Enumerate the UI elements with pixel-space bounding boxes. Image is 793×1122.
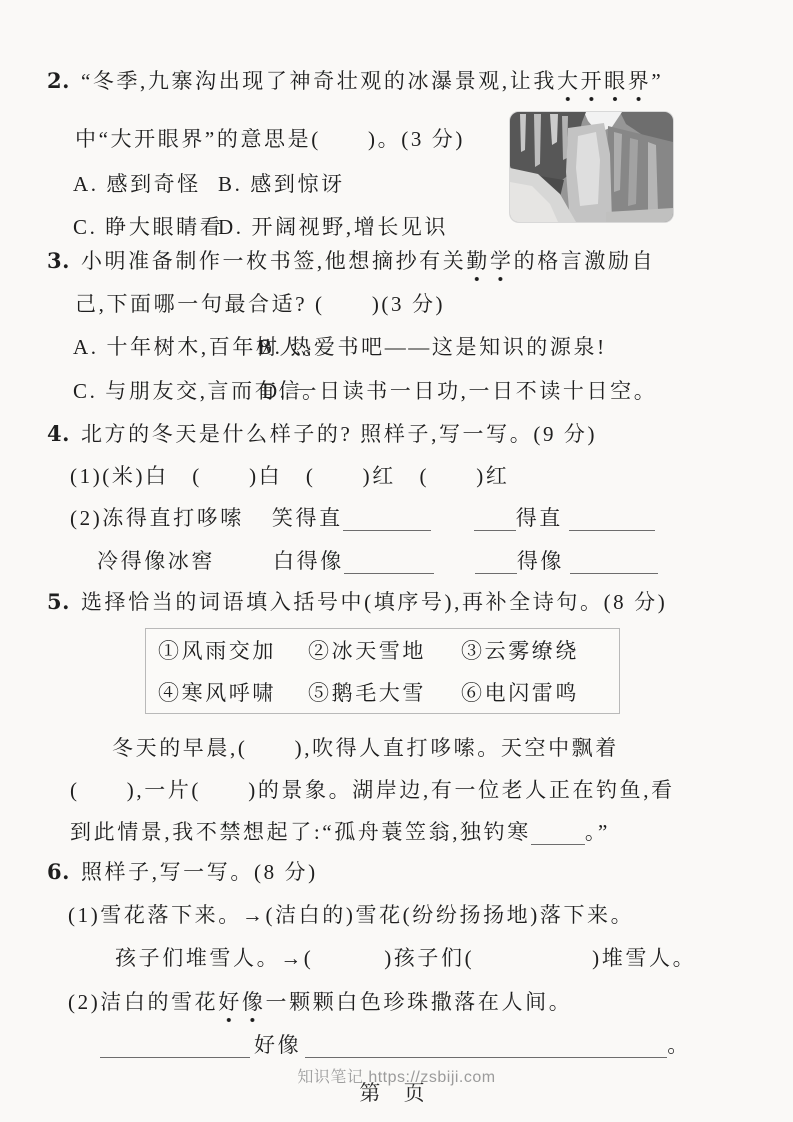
word-option-2: ②冰天雪地 xyxy=(308,639,426,663)
q4-sub3-mid: 得像 xyxy=(516,549,565,573)
icefall-photo xyxy=(510,112,673,222)
q4-blank-4 xyxy=(344,549,434,574)
q5-stem xyxy=(47,587,667,617)
q4-sub3-word: 白得像 xyxy=(273,549,344,573)
q3-emphasized-term: 勤学 xyxy=(466,249,513,282)
q6-sub1-text: (1)雪花落下来。→(洁白的)雪花(纷纷扬扬地)落下来。 xyxy=(68,903,635,927)
q4-stem xyxy=(47,419,597,449)
q2-stem-text: “冬季,九寨沟出现了神奇壮观的冰瀑景观,让我 xyxy=(80,69,557,93)
q2-stem-line1 xyxy=(47,66,663,96)
q5-paragraph-text1: 冬天的早晨,( ),吹得人直打哆嗦。天空中飘着 xyxy=(112,736,619,760)
q6-sub2-text2: 一颗颗白色珍珠撒落在人间。 xyxy=(265,990,573,1014)
word-option-6: ⑥电闪雷鸣 xyxy=(461,681,579,705)
q2-option-d-label: D. 开阔视野,增长见识 xyxy=(218,215,449,239)
q2-option-a-label: A. 感到奇怪 xyxy=(73,172,201,196)
q4-sub3 xyxy=(97,546,658,576)
q6-answer-line xyxy=(100,1030,691,1060)
q2-stem-line2 xyxy=(75,124,465,154)
q3-number: 3. xyxy=(47,248,70,273)
q6-sub1b xyxy=(115,943,696,973)
q4-sub1-text: (1)(米)白 ( )白 ( )红 ( )红 xyxy=(70,464,510,488)
q5-paragraph-line2 xyxy=(70,775,675,805)
q4-sub3-label: 冷得像冰窖 xyxy=(97,549,215,573)
q3-stem-text3: 己,下面哪一句最合适? ( )(3 分) xyxy=(75,292,446,316)
word-option-5: ⑤鹅毛大雪 xyxy=(308,681,426,705)
q6-sub2-text1: (2)洁白的雪花 xyxy=(68,990,219,1014)
word-option-3: ③云雾缭绕 xyxy=(461,639,579,663)
q2-stem-closequote: ” xyxy=(651,69,664,93)
q6-answer-word: 好像 xyxy=(254,1033,302,1057)
q4-sub2 xyxy=(70,503,655,533)
q5-paragraph-text4: 。” xyxy=(584,820,610,844)
q5-poem-blank xyxy=(531,820,585,845)
q6-number: 6. xyxy=(47,859,70,884)
q6-answer-blank-1 xyxy=(100,1033,250,1058)
q4-stem-text: 北方的冬天是什么样子的? 照样子,写一写。(9 分) xyxy=(80,422,598,446)
q6-sub1 xyxy=(68,900,634,930)
q4-sub1 xyxy=(70,461,509,491)
q6-stem-text: 照样子,写一写。(8 分) xyxy=(80,860,318,884)
q4-sub2-word: 笑得直 xyxy=(271,506,343,530)
q2-option-a xyxy=(73,169,201,199)
page-number-label: 第 页 xyxy=(359,1081,434,1105)
q6-sub2 xyxy=(68,987,572,1017)
q2-option-b-label: B. 感到惊讶 xyxy=(218,172,345,196)
q5-paragraph-line3 xyxy=(70,817,610,847)
q4-sub2-mid: 得直 xyxy=(515,506,563,530)
q2-option-c xyxy=(73,212,223,242)
q5-word-bank xyxy=(145,628,620,714)
q3-stem-text2: 的格言激励自 xyxy=(513,249,656,273)
q2-option-d xyxy=(218,212,448,242)
q4-sub2-label: (2)冻得直打哆嗦 xyxy=(70,506,244,530)
q6-answer-period: 。 xyxy=(667,1033,691,1057)
q3-option-b xyxy=(258,332,607,362)
q5-paragraph-text2: ( ),一片( )的景象。湖岸边,有一位老人正在钓鱼,看 xyxy=(70,778,675,802)
q3-option-c-label: C. 与朋友交,言而有信。 xyxy=(73,379,326,403)
q3-option-d-label: D. 一日读书一日功,一日不读十日空。 xyxy=(262,379,658,403)
q3-option-a-label: A. 十年树木,百年树人。 xyxy=(73,335,327,359)
q6-stem xyxy=(47,857,318,887)
q2-option-b xyxy=(218,169,345,199)
q5-stem-text: 选择恰当的词语填入括号中(填序号),再补全诗句。(8 分) xyxy=(80,590,668,614)
q4-blank-2 xyxy=(474,506,516,531)
q6-answer-blank-2 xyxy=(305,1033,667,1058)
q3-stem-line1 xyxy=(47,246,655,276)
q3-stem-line2 xyxy=(75,289,445,319)
q5-number: 5. xyxy=(47,589,70,614)
q4-blank-6 xyxy=(570,549,658,574)
q4-blank-3 xyxy=(569,506,655,531)
q6-emphasized-term: 好像 xyxy=(218,990,265,1023)
word-option-4: ④寒风呼啸 xyxy=(158,681,276,705)
q4-blank-5 xyxy=(475,549,517,574)
q2-option-c-label: C. 睁大眼睛看 xyxy=(73,215,224,239)
q5-paragraph-line1 xyxy=(112,733,619,763)
icefall-photo-graphic xyxy=(510,112,673,222)
q4-number: 4. xyxy=(47,421,70,446)
q3-option-d xyxy=(262,376,657,406)
q4-blank-1 xyxy=(343,506,431,531)
q3-option-b-label: B. 热爱书吧——这是知识的源泉! xyxy=(258,335,607,359)
q2-stem-text2: 中“大开眼界”的意思是( )。(3 分) xyxy=(75,127,465,151)
word-option-1: ①风雨交加 xyxy=(158,639,276,663)
q2-emphasized-term: 大开眼界 xyxy=(557,69,651,102)
site-watermark: 知识笔记 https://zsbiji.com xyxy=(297,1069,496,1086)
q3-stem-text: 小明准备制作一枚书签,他想摘抄有关 xyxy=(80,249,467,273)
q5-paragraph-text3: 到此情景,我不禁想起了:“孤舟蓑笠翁,独钓寒 xyxy=(70,820,531,844)
q2-number: 2. xyxy=(47,68,70,93)
q6-sub1b-text: 孩子们堆雪人。→( )孩子们( )堆雪人。 xyxy=(115,946,697,970)
